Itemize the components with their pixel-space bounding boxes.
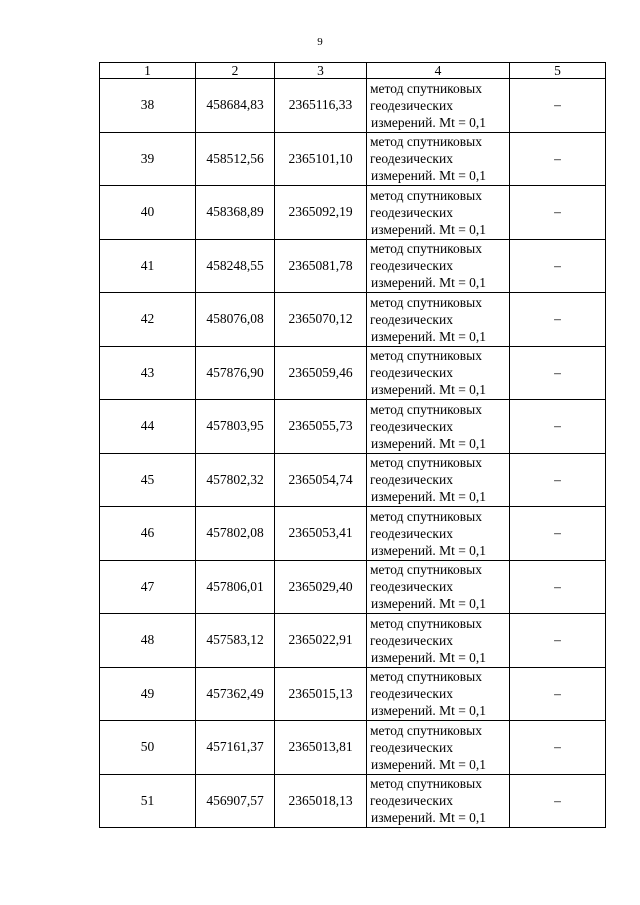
point-number-cell: 40 [100, 186, 196, 240]
table-row [100, 79, 606, 133]
table-body [100, 79, 606, 828]
method-cell [367, 774, 510, 828]
method-line: геодезических [370, 579, 453, 595]
table-row [100, 507, 606, 561]
method-line: геодезических [370, 151, 453, 167]
x-coordinate-cell: 457362,49 [196, 667, 275, 721]
method-line: геодезических [370, 632, 453, 648]
method-line: метод спутниковых [370, 776, 482, 792]
point-number-cell: 50 [100, 721, 196, 775]
note-cell: – [510, 614, 606, 668]
column-header: 5 [510, 63, 606, 79]
point-number-cell: 41 [100, 239, 196, 293]
method-line: метод спутниковых [370, 294, 482, 310]
note-cell: – [510, 132, 606, 186]
method-line: метод спутниковых [370, 722, 482, 738]
table-row [100, 239, 606, 293]
method-line: геодезических [370, 311, 453, 327]
method-line: метод спутниковых [370, 187, 482, 203]
y-coordinate-cell: 2365054,74 [275, 453, 367, 507]
y-coordinate-cell: 2365116,33 [275, 79, 367, 133]
method-line: метод спутниковых [370, 348, 482, 364]
x-coordinate-cell: 456907,57 [196, 774, 275, 828]
coordinates-table [99, 62, 606, 828]
method-line: измерений. Mt = 0,1 [371, 435, 487, 451]
method-cell [367, 560, 510, 614]
method-line: геодезических [370, 418, 453, 434]
x-coordinate-cell: 457803,95 [196, 400, 275, 454]
x-coordinate-cell: 457161,37 [196, 721, 275, 775]
method-line: метод спутниковых [370, 455, 482, 471]
method-cell [367, 400, 510, 454]
table-row [100, 774, 606, 828]
method-line: измерений. Mt = 0,1 [371, 275, 487, 291]
point-number-cell: 48 [100, 614, 196, 668]
table-row [100, 293, 606, 347]
method-cell [367, 346, 510, 400]
method-line: метод спутниковых [370, 508, 482, 524]
point-number-cell: 49 [100, 667, 196, 721]
note-cell: – [510, 400, 606, 454]
method-cell [367, 453, 510, 507]
method-line: геодезических [370, 686, 453, 702]
point-number-cell: 51 [100, 774, 196, 828]
method-line: метод спутниковых [370, 615, 482, 631]
method-cell [367, 293, 510, 347]
table-row [100, 614, 606, 668]
method-line: геодезических [370, 793, 453, 809]
y-coordinate-cell: 2365013,81 [275, 721, 367, 775]
method-line: геодезических [370, 525, 453, 541]
method-cell [367, 507, 510, 561]
method-line: измерений. Mt = 0,1 [371, 649, 487, 665]
method-line: метод спутниковых [370, 241, 482, 257]
method-line: метод спутниковых [370, 134, 482, 150]
point-number-cell: 38 [100, 79, 196, 133]
x-coordinate-cell: 457876,90 [196, 346, 275, 400]
method-line: измерений. Mt = 0,1 [371, 542, 487, 558]
method-cell [367, 186, 510, 240]
point-number-cell: 46 [100, 507, 196, 561]
x-coordinate-cell: 458684,83 [196, 79, 275, 133]
method-line: геодезических [370, 739, 453, 755]
method-line: метод спутниковых [370, 80, 482, 96]
method-cell [367, 614, 510, 668]
method-line: измерений. Mt = 0,1 [371, 489, 487, 505]
column-header: 2 [196, 63, 275, 79]
note-cell: – [510, 721, 606, 775]
point-number-cell: 47 [100, 560, 196, 614]
table-row [100, 400, 606, 454]
y-coordinate-cell: 2365015,13 [275, 667, 367, 721]
point-number-cell: 39 [100, 132, 196, 186]
y-coordinate-cell: 2365018,13 [275, 774, 367, 828]
point-number-cell: 45 [100, 453, 196, 507]
note-cell: – [510, 346, 606, 400]
note-cell: – [510, 79, 606, 133]
point-number-cell: 44 [100, 400, 196, 454]
note-cell: – [510, 774, 606, 828]
x-coordinate-cell: 457802,08 [196, 507, 275, 561]
method-line: геодезических [370, 204, 453, 220]
method-line: измерений. Mt = 0,1 [371, 703, 487, 719]
note-cell: – [510, 667, 606, 721]
method-cell [367, 721, 510, 775]
method-line: метод спутниковых [370, 401, 482, 417]
table-row [100, 346, 606, 400]
y-coordinate-cell: 2365081,78 [275, 239, 367, 293]
x-coordinate-cell: 457583,12 [196, 614, 275, 668]
method-line: измерений. Mt = 0,1 [371, 756, 487, 772]
table-row [100, 721, 606, 775]
y-coordinate-cell: 2365059,46 [275, 346, 367, 400]
method-cell [367, 132, 510, 186]
note-cell: – [510, 239, 606, 293]
table-row [100, 453, 606, 507]
x-coordinate-cell: 457802,32 [196, 453, 275, 507]
note-cell: – [510, 186, 606, 240]
x-coordinate-cell: 457806,01 [196, 560, 275, 614]
method-cell [367, 667, 510, 721]
column-header: 4 [367, 63, 510, 79]
method-line: метод спутниковых [370, 562, 482, 578]
x-coordinate-cell: 458076,08 [196, 293, 275, 347]
note-cell: – [510, 560, 606, 614]
method-line: геодезических [370, 365, 453, 381]
column-header: 3 [275, 63, 367, 79]
table-row [100, 667, 606, 721]
table-row [100, 186, 606, 240]
page-number: 9 [317, 36, 323, 48]
method-line: измерений. Mt = 0,1 [371, 328, 487, 344]
y-coordinate-cell: 2365029,40 [275, 560, 367, 614]
method-line: измерений. Mt = 0,1 [371, 596, 487, 612]
column-header: 1 [100, 63, 196, 79]
x-coordinate-cell: 458368,89 [196, 186, 275, 240]
table-row [100, 560, 606, 614]
method-line: метод спутниковых [370, 669, 482, 685]
point-number-cell: 43 [100, 346, 196, 400]
method-cell [367, 79, 510, 133]
point-number-cell: 42 [100, 293, 196, 347]
x-coordinate-cell: 458248,55 [196, 239, 275, 293]
method-line: геодезических [370, 472, 453, 488]
method-line: измерений. Mt = 0,1 [371, 810, 487, 826]
method-line: геодезических [370, 97, 453, 113]
method-line: измерений. Mt = 0,1 [371, 168, 487, 184]
y-coordinate-cell: 2365101,10 [275, 132, 367, 186]
y-coordinate-cell: 2365053,41 [275, 507, 367, 561]
note-cell: – [510, 293, 606, 347]
table-header-row [100, 63, 606, 79]
method-line: измерений. Mt = 0,1 [371, 221, 487, 237]
y-coordinate-cell: 2365092,19 [275, 186, 367, 240]
y-coordinate-cell: 2365055,73 [275, 400, 367, 454]
method-cell [367, 239, 510, 293]
method-line: геодезических [370, 258, 453, 274]
table-row [100, 132, 606, 186]
note-cell: – [510, 507, 606, 561]
note-cell: – [510, 453, 606, 507]
y-coordinate-cell: 2365022,91 [275, 614, 367, 668]
y-coordinate-cell: 2365070,12 [275, 293, 367, 347]
method-line: измерений. Mt = 0,1 [371, 114, 487, 130]
method-line: измерений. Mt = 0,1 [371, 382, 487, 398]
x-coordinate-cell: 458512,56 [196, 132, 275, 186]
